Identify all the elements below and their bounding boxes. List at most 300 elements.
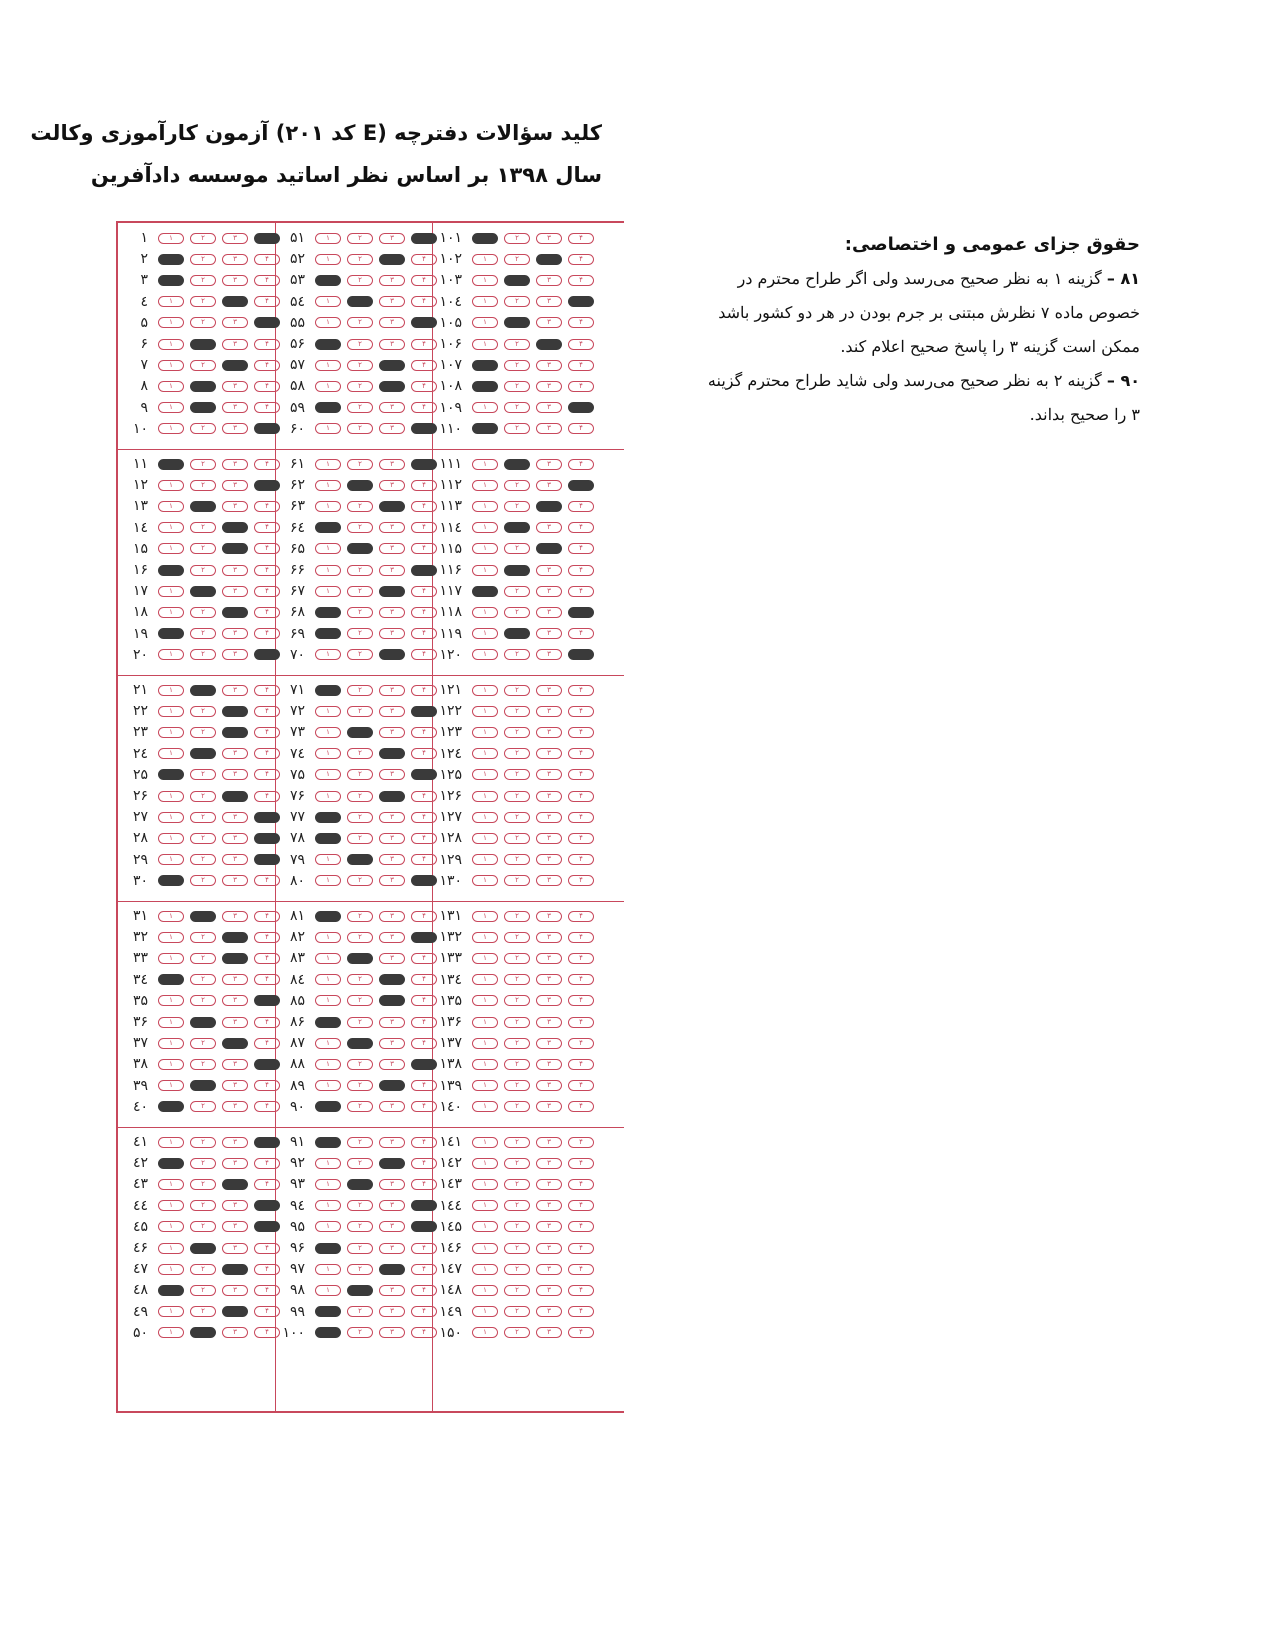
answer-bubble: ۴ — [411, 607, 437, 618]
question-number: ۳۸ — [132, 1056, 148, 1073]
answer-bubble: ۱ — [158, 1179, 184, 1190]
answer-bubble: ۱ — [472, 296, 498, 307]
answer-bubble: ۱ — [472, 791, 498, 802]
answer-row — [277, 1173, 437, 1195]
answer-bubble: ۱ — [158, 791, 184, 802]
answer-bubble: ۱ — [472, 1221, 498, 1232]
question-number: ۱۱۶ — [439, 562, 462, 578]
answer-bubble: ۳ — [379, 459, 405, 470]
answer-bubble: ۱ — [158, 833, 184, 844]
answer-bubble-filled — [190, 1327, 216, 1338]
question-number: ۸۶ — [289, 1014, 305, 1030]
answer-bubble: ۳ — [222, 833, 248, 844]
answer-bubble: ۳ — [536, 706, 562, 717]
answer-bubble-filled — [379, 974, 405, 985]
question-number: ۱۲۷ — [439, 809, 462, 826]
note-lines — [660, 262, 1140, 432]
question-number: ۱۰۵ — [439, 314, 462, 331]
answer-bubble: ۴ — [411, 522, 437, 533]
question-number: ۹٤ — [289, 1197, 305, 1214]
answer-bubble: ۱ — [472, 706, 498, 717]
answer-bubble: ۳ — [222, 875, 248, 886]
answer-bubble: ۴ — [568, 565, 594, 576]
answer-bubble: ۴ — [411, 812, 437, 823]
answer-bubble: ۲ — [190, 565, 216, 576]
answer-bubble: ۳ — [222, 275, 248, 286]
answer-bubble-filled — [379, 791, 405, 802]
question-number: ۱٤۶ — [439, 1240, 462, 1256]
question-number: ۱۱۵ — [439, 540, 462, 557]
question-number: ٤۰ — [132, 1098, 148, 1115]
answer-bubble: ۱ — [158, 854, 184, 865]
answer-bubble: ۳ — [222, 685, 248, 696]
answer-row — [277, 623, 437, 645]
answer-row — [277, 601, 437, 623]
answer-bubble: ۳ — [536, 480, 562, 491]
answer-bubble-filled — [222, 706, 248, 717]
question-number: ٤ — [140, 293, 148, 310]
question-number: ٤٤ — [132, 1197, 148, 1214]
answer-bubble: ۳ — [536, 1158, 562, 1169]
question-number: ۱۰۲ — [439, 251, 462, 268]
answer-bubble-filled — [222, 296, 248, 307]
question-number: ۳۰ — [132, 872, 148, 889]
answer-row — [120, 700, 280, 722]
answer-bubble: ۳ — [222, 1101, 248, 1112]
answer-row — [277, 1237, 437, 1259]
answer-bubble-filled — [379, 1080, 405, 1091]
answer-bubble: ۲ — [504, 607, 530, 618]
answer-bubble: ۲ — [190, 543, 216, 554]
answer-bubble: ۲ — [190, 459, 216, 470]
answer-bubble: ۲ — [504, 1243, 530, 1254]
answer-bubble: ۴ — [568, 501, 594, 512]
question-number: ۱۳۰ — [439, 872, 462, 889]
answer-bubble: ۳ — [222, 565, 248, 576]
question-number: ۹۰ — [289, 1098, 305, 1115]
answer-bubble: ۱ — [315, 1221, 341, 1232]
answer-bubble: ۴ — [568, 1038, 594, 1049]
answer-row — [434, 870, 594, 892]
answer-bubble: ۳ — [379, 1243, 405, 1254]
question-number: ۷۵ — [289, 766, 305, 783]
question-number: ۱۶ — [132, 562, 148, 578]
question-number: ۱٤ — [132, 519, 148, 536]
answer-row — [120, 580, 280, 602]
answer-bubble: ۴ — [568, 628, 594, 639]
answer-bubble: ۱ — [315, 748, 341, 759]
question-number: ٤۵ — [132, 1218, 148, 1235]
answer-bubble: ۴ — [568, 1243, 594, 1254]
answer-row — [120, 1053, 280, 1075]
answer-bubble: ۳ — [379, 296, 405, 307]
answer-bubble: ۲ — [347, 875, 373, 886]
answer-bubble: ۳ — [536, 1017, 562, 1028]
answer-bubble-filled — [222, 607, 248, 618]
question-number: ۱٤۳ — [439, 1176, 462, 1193]
answer-bubble: ۲ — [347, 791, 373, 802]
question-number: ۱٤۷ — [439, 1261, 462, 1278]
answer-row — [120, 559, 280, 581]
answer-row — [277, 870, 437, 892]
answer-bubble: ۱ — [158, 995, 184, 1006]
answer-bubble: ۲ — [347, 522, 373, 533]
answer-row — [277, 312, 437, 334]
answer-bubble: ۴ — [568, 953, 594, 964]
answer-bubble: ۳ — [222, 1158, 248, 1169]
answer-bubble: ۱ — [315, 586, 341, 597]
answer-bubble: ۲ — [504, 706, 530, 717]
answer-bubble: ۴ — [568, 360, 594, 371]
answer-row — [434, 743, 594, 765]
answer-bubble-filled — [379, 748, 405, 759]
answer-bubble: ۴ — [568, 1158, 594, 1169]
answer-bubble-filled — [504, 459, 530, 470]
answer-bubble-filled — [472, 423, 498, 434]
answer-bubble-filled — [315, 1327, 341, 1338]
answer-bubble: ۲ — [190, 1038, 216, 1049]
answer-row — [120, 474, 280, 496]
answer-bubble: ۴ — [568, 812, 594, 823]
answer-row — [120, 1096, 280, 1118]
answer-bubble-filled — [158, 974, 184, 985]
answer-bubble: ۴ — [254, 953, 280, 964]
answer-row — [434, 1279, 594, 1301]
answer-bubble: ۴ — [411, 791, 437, 802]
answer-row — [120, 926, 280, 948]
question-number: ۷۰ — [289, 646, 305, 663]
answer-bubble: ۴ — [254, 875, 280, 886]
answer-bubble: ۱ — [472, 1306, 498, 1317]
answer-bubble: ۴ — [411, 727, 437, 738]
answer-bubble: ۴ — [254, 1243, 280, 1254]
answer-row — [277, 990, 437, 1012]
answer-row — [434, 517, 594, 539]
answer-bubble: ۱ — [472, 1137, 498, 1148]
answer-row — [120, 849, 280, 871]
answer-bubble-filled — [379, 649, 405, 660]
question-number: ۶٤ — [289, 519, 305, 536]
answer-bubble: ۲ — [504, 791, 530, 802]
answer-bubble-filled — [190, 1080, 216, 1091]
answer-bubble: ۳ — [222, 1200, 248, 1211]
answer-bubble: ۲ — [190, 480, 216, 491]
answer-bubble: ۲ — [190, 1137, 216, 1148]
answer-bubble: ۳ — [536, 769, 562, 780]
answer-bubble: ۴ — [568, 459, 594, 470]
answer-row — [434, 312, 594, 334]
question-number: ۱۰۳ — [439, 272, 462, 289]
answer-bubble: ۲ — [504, 402, 530, 413]
question-number: ۱۲٤ — [439, 745, 462, 762]
answer-row — [434, 291, 594, 313]
answer-bubble: ۴ — [568, 769, 594, 780]
answer-row — [277, 1053, 437, 1075]
answer-bubble-filled — [504, 317, 530, 328]
answer-bubble-filled — [222, 932, 248, 943]
answer-bubble: ۲ — [190, 932, 216, 943]
answer-row — [434, 905, 594, 927]
answer-bubble: ۴ — [254, 1285, 280, 1296]
answer-row — [277, 679, 437, 701]
answer-bubble-filled — [379, 360, 405, 371]
answer-bubble: ۳ — [536, 1327, 562, 1338]
answer-bubble: ۳ — [222, 1059, 248, 1070]
answer-bubble: ۱ — [315, 974, 341, 985]
answer-row — [434, 644, 594, 666]
answer-row — [120, 990, 280, 1012]
answer-bubble: ۴ — [568, 1306, 594, 1317]
question-number: ۲۰ — [132, 646, 148, 663]
answer-row — [277, 1258, 437, 1280]
answer-row — [277, 1301, 437, 1323]
answer-row — [434, 559, 594, 581]
answer-row — [120, 947, 280, 969]
answer-row — [277, 453, 437, 475]
question-number: ۱۲۶ — [439, 788, 462, 804]
answer-bubble: ۴ — [568, 833, 594, 844]
answer-row — [277, 806, 437, 828]
answer-bubble-filled — [315, 1137, 341, 1148]
answer-row — [120, 1237, 280, 1259]
answer-row — [434, 947, 594, 969]
answer-bubble: ۳ — [222, 1221, 248, 1232]
question-number: ۹۶ — [289, 1240, 305, 1256]
answer-row — [434, 227, 594, 249]
answer-bubble: ۴ — [254, 685, 280, 696]
answer-bubble: ۱ — [158, 1200, 184, 1211]
answer-bubble: ۲ — [347, 275, 373, 286]
question-number: ۱۳۲ — [439, 929, 462, 946]
answer-bubble: ۲ — [190, 791, 216, 802]
answer-bubble: ۱ — [158, 423, 184, 434]
answer-bubble: ۱ — [472, 995, 498, 1006]
answer-bubble: ۲ — [504, 812, 530, 823]
answer-bubble: ۱ — [158, 1038, 184, 1049]
answer-bubble: ۳ — [379, 628, 405, 639]
answer-bubble: ۲ — [504, 1306, 530, 1317]
answer-bubble: ۳ — [222, 501, 248, 512]
question-number: ۲۷ — [132, 809, 148, 826]
answer-bubble: ۳ — [222, 1285, 248, 1296]
answer-row — [277, 375, 437, 397]
answer-row — [434, 849, 594, 871]
answer-bubble: ۳ — [379, 1038, 405, 1049]
question-number: ۲۵ — [132, 766, 148, 783]
answer-bubble: ۳ — [222, 1080, 248, 1091]
answer-bubble: ۱ — [472, 1101, 498, 1112]
answer-row — [434, 785, 594, 807]
answer-bubble: ۳ — [379, 854, 405, 865]
answer-bubble-filled — [568, 649, 594, 660]
answer-bubble: ۴ — [411, 1158, 437, 1169]
answer-bubble-filled — [222, 360, 248, 371]
answer-row — [434, 453, 594, 475]
answer-row — [277, 721, 437, 743]
answer-bubble: ۱ — [472, 1158, 498, 1169]
answer-row — [434, 474, 594, 496]
answer-bubble: ۳ — [536, 1306, 562, 1317]
answer-bubble: ۱ — [472, 275, 498, 286]
answer-bubble: ۳ — [536, 685, 562, 696]
answer-bubble: ۴ — [411, 1264, 437, 1275]
answer-bubble: ۳ — [536, 1264, 562, 1275]
answer-bubble: ۱ — [472, 254, 498, 265]
answer-bubble: ۴ — [411, 339, 437, 350]
answer-bubble-filled — [315, 1101, 341, 1112]
answer-bubble: ۳ — [379, 833, 405, 844]
answer-bubble: ۳ — [379, 685, 405, 696]
answer-bubble: ۱ — [315, 995, 341, 1006]
answer-bubble: ۴ — [568, 748, 594, 759]
answer-bubble: ۴ — [568, 1059, 594, 1070]
answer-bubble: ۲ — [190, 1101, 216, 1112]
question-number: ۵٤ — [289, 293, 305, 310]
answer-bubble: ۲ — [347, 1327, 373, 1338]
answer-bubble-filled — [347, 1038, 373, 1049]
question-number: ۶۸ — [289, 604, 305, 621]
note-question-number: ۸۱ – — [1106, 269, 1140, 288]
answer-bubble: ۳ — [379, 339, 405, 350]
answer-bubble: ۲ — [190, 995, 216, 1006]
answer-bubble: ۲ — [504, 911, 530, 922]
answer-bubble: ۲ — [347, 233, 373, 244]
answer-bubble: ۱ — [472, 339, 498, 350]
answer-bubble: ۴ — [254, 522, 280, 533]
answer-bubble: ۳ — [536, 1200, 562, 1211]
answer-bubble-filled — [347, 953, 373, 964]
answer-bubble: ۱ — [472, 607, 498, 618]
answer-bubble-filled — [158, 875, 184, 886]
question-number: ۱۲۲ — [439, 703, 462, 720]
answer-bubble-filled — [190, 1017, 216, 1028]
answer-row — [434, 623, 594, 645]
answer-bubble-filled — [347, 1285, 373, 1296]
answer-bubble-filled — [190, 586, 216, 597]
question-number: ۱۱۰ — [439, 420, 462, 437]
question-number: ۵۱ — [289, 230, 305, 246]
answer-bubble: ۴ — [568, 1285, 594, 1296]
answer-row — [120, 1173, 280, 1195]
answer-bubble: ۱ — [158, 586, 184, 597]
answer-row — [434, 1131, 594, 1153]
answer-bubble: ۴ — [411, 1137, 437, 1148]
question-number: ۵۲ — [289, 251, 305, 268]
question-number: ۱۸ — [132, 604, 148, 621]
answer-row — [120, 1279, 280, 1301]
answer-bubble: ۱ — [472, 501, 498, 512]
answer-bubble: ۳ — [222, 254, 248, 265]
answer-row — [434, 601, 594, 623]
answer-bubble: ۲ — [504, 254, 530, 265]
answer-bubble: ۳ — [222, 769, 248, 780]
answer-bubble: ۱ — [315, 727, 341, 738]
answer-bubble: ۳ — [536, 1137, 562, 1148]
answer-bubble: ۱ — [315, 296, 341, 307]
answer-bubble: ۴ — [568, 423, 594, 434]
question-number: ۱۵ — [132, 540, 148, 557]
answer-bubble-filled — [568, 607, 594, 618]
question-number: ۵۳ — [289, 272, 305, 289]
answer-bubble: ۲ — [347, 1264, 373, 1275]
answer-bubble: ۴ — [254, 974, 280, 985]
question-number: ۱۲۳ — [439, 724, 462, 741]
answer-bubble: ۱ — [315, 480, 341, 491]
question-number: ۶۰ — [289, 420, 305, 437]
answer-bubble-filled — [347, 543, 373, 554]
answer-bubble: ۲ — [504, 423, 530, 434]
answer-row — [277, 1011, 437, 1033]
answer-bubble-filled — [504, 565, 530, 576]
answer-bubble: ۴ — [254, 339, 280, 350]
answer-bubble-filled — [190, 402, 216, 413]
answer-bubble: ۲ — [190, 875, 216, 886]
answer-bubble: ۴ — [254, 1101, 280, 1112]
answer-bubble-filled — [379, 1158, 405, 1169]
answer-bubble: ۲ — [504, 1264, 530, 1275]
question-number: ۱٤۹ — [439, 1303, 462, 1320]
answer-row — [277, 495, 437, 517]
answer-row — [434, 1322, 594, 1344]
answer-bubble: ۳ — [222, 1243, 248, 1254]
answer-bubble: ۳ — [222, 459, 248, 470]
question-number: ۱۳۱ — [439, 908, 462, 924]
answer-bubble: ۳ — [379, 607, 405, 618]
answer-bubble-filled — [158, 1101, 184, 1112]
answer-bubble: ۴ — [411, 854, 437, 865]
answer-row — [277, 248, 437, 270]
answer-bubble: ۴ — [254, 1038, 280, 1049]
question-number: ۱۰۶ — [439, 336, 462, 352]
answer-bubble: ۴ — [254, 254, 280, 265]
answer-bubble: ۱ — [158, 748, 184, 759]
answer-bubble: ۲ — [190, 1264, 216, 1275]
answer-bubble-filled — [222, 1306, 248, 1317]
answer-bubble: ۳ — [536, 522, 562, 533]
answer-bubble: ۱ — [158, 911, 184, 922]
answer-row — [120, 375, 280, 397]
answer-bubble: ۲ — [190, 1306, 216, 1317]
answer-bubble: ۱ — [158, 1264, 184, 1275]
answer-bubble-filled — [347, 727, 373, 738]
answer-bubble: ۳ — [536, 854, 562, 865]
answer-row — [434, 1152, 594, 1174]
answer-row — [120, 333, 280, 355]
answer-bubble: ۲ — [347, 501, 373, 512]
answer-bubble: ۳ — [379, 911, 405, 922]
answer-bubble-filled — [472, 586, 498, 597]
answer-bubble: ۱ — [158, 233, 184, 244]
answer-bubble: ۴ — [254, 769, 280, 780]
answer-bubble: ۳ — [536, 911, 562, 922]
answer-bubble: ۲ — [504, 1200, 530, 1211]
question-number: ۱۲ — [132, 477, 148, 494]
answer-row — [120, 538, 280, 560]
answer-row — [277, 538, 437, 560]
answer-bubble: ۲ — [190, 812, 216, 823]
question-number: ۲٤ — [132, 745, 148, 762]
answer-bubble: ۲ — [347, 459, 373, 470]
answer-bubble: ۳ — [379, 932, 405, 943]
answer-bubble: ۲ — [347, 381, 373, 392]
answer-bubble: ۱ — [158, 727, 184, 738]
answer-bubble: ۲ — [190, 275, 216, 286]
answer-bubble: ۱ — [472, 317, 498, 328]
answer-bubble: ۴ — [254, 381, 280, 392]
answer-bubble-filled — [315, 607, 341, 618]
answer-bubble-filled — [536, 543, 562, 554]
answer-bubble: ۱ — [315, 854, 341, 865]
